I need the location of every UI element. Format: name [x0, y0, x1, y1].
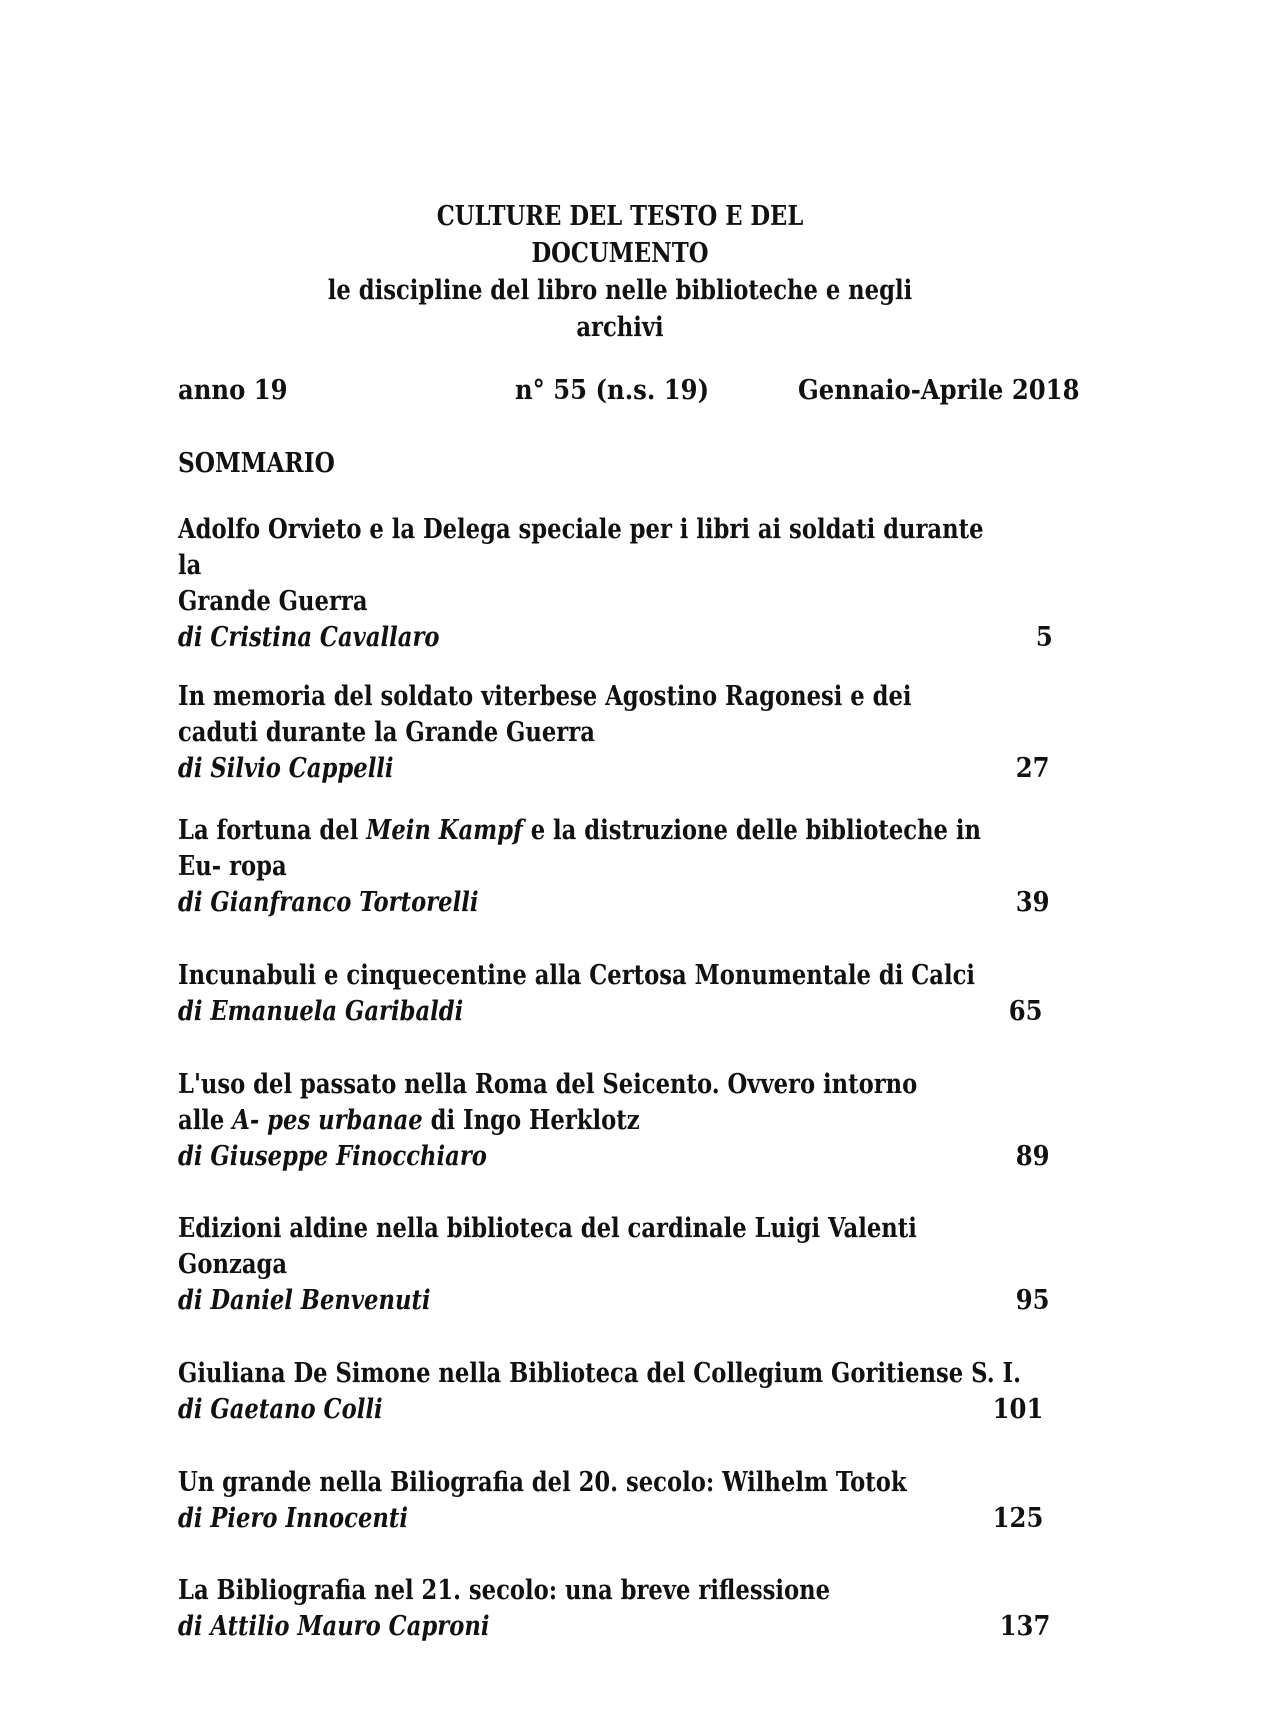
issue-date: Gennaio-Aprile 2018 — [798, 375, 1080, 406]
entry-author-row — [178, 1392, 1078, 1428]
journal-title-line-1: CULTURE DEL TESTO E DEL — [436, 201, 804, 232]
entry-title-line: Giuliana De Simone nella Biblioteca del Collegium Goritiense S. I. — [178, 1358, 1021, 1389]
journal-header — [292, 198, 947, 346]
entry-author: di Cristina Cavallaro — [178, 622, 440, 653]
entry-title-segment: e la distruzione delle biblioteche in — [522, 815, 982, 846]
entry-author-row — [178, 1501, 1078, 1537]
journal-title-line-2: DOCUMENTO — [531, 238, 709, 269]
toc-entry — [178, 512, 1078, 656]
entry-title-line: Edizioni aldine nella biblioteca del cardinale Luigi Valenti — [178, 1213, 917, 1244]
entry-page-number: 39 — [1016, 887, 1050, 918]
entry-title-line: L'uso del passato nella Roma del Seicento. Ovvero intorno — [178, 1069, 918, 1100]
toc-entry — [178, 1211, 1078, 1319]
entry-title-line: Gonzaga — [178, 1249, 288, 1280]
entry-title-line: Adolfo Orvieto e la Delega speciale per i libri ai soldati durante — [178, 514, 984, 545]
issue-number: n° 55 (n.s. 19) — [515, 375, 710, 406]
toc-entry — [178, 1067, 1078, 1175]
entry-author: di Giuseppe Finocchiaro — [178, 1141, 487, 1172]
entry-author: di Daniel Benvenuti — [178, 1285, 431, 1316]
entry-author: di Gaetano Colli — [178, 1394, 383, 1425]
entry-author-row — [178, 994, 1078, 1030]
entry-title-segment: di Ingo Herklotz — [422, 1105, 640, 1136]
entry-page-number: 125 — [992, 1503, 1043, 1534]
entry-page-number: 27 — [1016, 753, 1050, 784]
entry-page-number: 101 — [992, 1394, 1043, 1425]
entry-title-line: Un grande nella Biliografia del 20. secolo: Wilhelm Totok — [178, 1467, 907, 1498]
summary-heading: SOMMARIO — [178, 448, 335, 479]
entry-title-segment: La fortuna del — [178, 815, 367, 846]
journal-subtitle-line-2: archivi — [576, 312, 664, 343]
toc-entry — [178, 813, 1078, 921]
toc-entry — [178, 958, 1078, 1030]
entry-author-row — [178, 1283, 1078, 1319]
entry-page-number: 65 — [1009, 996, 1043, 1027]
toc-entry — [178, 1465, 1078, 1537]
entry-author: di Emanuela Garibaldi — [178, 996, 464, 1027]
toc-entry — [178, 679, 1078, 787]
entry-page-number: 137 — [999, 1611, 1050, 1642]
entry-author-row — [178, 885, 1078, 921]
entry-title-line: la — [178, 550, 202, 581]
entry-author-row — [178, 751, 1078, 787]
entry-page-number: 5 — [1036, 622, 1053, 653]
entry-title-italic-segment: Mein Kampf — [366, 815, 523, 846]
entry-page-number: 89 — [1016, 1141, 1050, 1172]
entry-author: di Silvio Cappelli — [178, 753, 394, 784]
entry-title-segment: alle — [178, 1105, 233, 1136]
entry-title-line: caduti durante la Grande Guerra — [178, 717, 595, 748]
issue-year: anno 19 — [178, 375, 288, 406]
entry-title-line: Grande Guerra — [178, 586, 368, 617]
entry-author: di Attilio Mauro Caproni — [178, 1611, 490, 1642]
entry-title-line — [178, 1103, 934, 1139]
entry-title-line: La Bibliografia nel 21. secolo: una breve riflessione — [178, 1575, 831, 1606]
entry-author-row — [178, 620, 1078, 656]
journal-subtitle-line-1: le discipline del libro nelle biblioteche e negli — [327, 275, 913, 306]
entry-page-number: 95 — [1016, 1285, 1050, 1316]
entry-title-line: In memoria del soldato viterbese Agostino Ragonesi e dei — [178, 681, 912, 712]
entry-author-row — [178, 1609, 1078, 1645]
toc-entry — [178, 1356, 1078, 1428]
entry-title-line: Incunabuli e cinquecentine alla Certosa Monumentale di Calci — [178, 960, 976, 991]
entry-author-row — [178, 1139, 1078, 1175]
entry-title-line — [178, 813, 982, 849]
entry-author: di Piero Innocenti — [178, 1503, 408, 1534]
entry-title-line: Eu- ropa — [178, 851, 287, 882]
entry-author: di Gianfranco Tortorelli — [178, 887, 479, 918]
toc-entry — [178, 1573, 1078, 1645]
entry-title-italic-segment: A- pes urbanae — [232, 1105, 423, 1136]
